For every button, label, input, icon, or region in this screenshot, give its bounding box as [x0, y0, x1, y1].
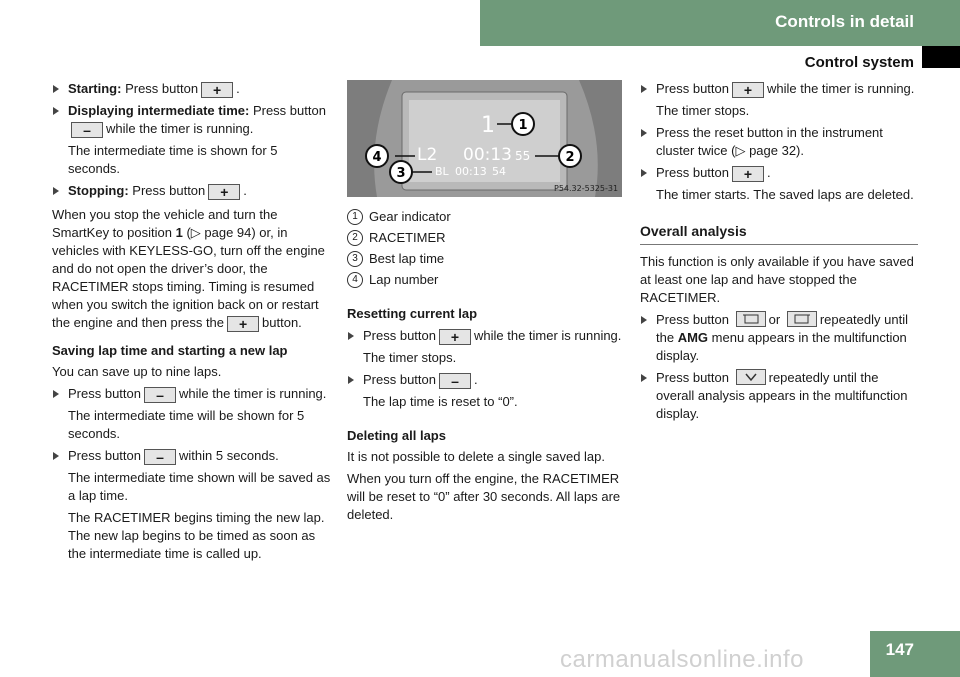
watermark-text: carmanualsonline.info — [560, 646, 804, 673]
bullet-save-2: Press button – within 5 seconds. — [52, 447, 332, 465]
heading-saving-lap: Saving lap time and starting a new lap — [52, 343, 288, 358]
paragraph-stop-vehicle: When you stop the vehicle and turn the SmartKey to position 1 (▷ page 94) or, in vehicles with KEYLESS-GO, turn off the engine and do not open the driver’s door, the RACETIMER stops timing. Timing is resumed when you switch the ignition back on or restart the engine and then press the + button. — [52, 207, 325, 332]
header-section-bar — [480, 0, 960, 46]
bullet-arrow-icon — [641, 85, 647, 93]
callout-2 — [559, 145, 581, 167]
plus-button-icon: + — [732, 82, 764, 98]
column-right — [640, 80, 918, 423]
bullet-arrow-icon — [641, 316, 647, 324]
plus-button-icon: + — [439, 329, 471, 345]
legend-item: 4 Lap number — [347, 271, 625, 289]
minus-button-icon: – — [144, 387, 176, 403]
chevron-down-button-icon — [736, 369, 766, 385]
bullet-arrow-icon — [53, 187, 59, 195]
page-number-box — [870, 631, 960, 677]
callout-1 — [512, 113, 534, 135]
fig-best-speed: 54 — [492, 165, 506, 178]
header-subsection — [480, 46, 920, 78]
reset-2-note: The lap time is reset to “0”. — [363, 394, 518, 409]
plus-button-icon: + — [201, 82, 233, 98]
save-2-note-1: The intermediate time shown will be saved as a lap time. — [68, 470, 331, 503]
save-2-note-2: The RACETIMER begins timing the new lap. The new lap begins to be timed as soon as the intermediate time is called up. — [68, 510, 325, 561]
delete-paragraph-1: It is not possible to delete a single saved lap. — [347, 449, 605, 464]
bullet-overall-1: Press button or repeatedly until the AMG menu appears in the multifunction display. — [640, 311, 918, 365]
fig-best-label: BL — [435, 165, 449, 178]
minus-button-icon: – — [144, 449, 176, 465]
bullet-arrow-icon — [348, 332, 354, 340]
delete-paragraph-2: When you turn off the engine, the RACETIMER will be reset to “0” after 30 seconds. All laps are deleted. — [347, 471, 621, 522]
heading-delete-laps: Deleting all laps — [347, 428, 446, 443]
bullet-arrow-icon — [53, 107, 59, 115]
fig-best-time: 00:13 — [455, 165, 487, 178]
bullet-reset-1: Press button + while the timer is running. — [347, 327, 625, 345]
bullet-arrow-icon — [641, 129, 647, 137]
callout-3 — [390, 161, 412, 183]
svg-text:2: 2 — [565, 150, 575, 165]
svg-text:4: 4 — [372, 150, 382, 165]
bullet-arrow-icon — [641, 374, 647, 382]
callout-4 — [366, 145, 388, 167]
bullet-intermediate: Displaying intermediate time: Press button– while the timer is running. — [52, 102, 332, 138]
overall-paragraph: This function is only available if you have saved at least one lap and have stopped the RACETIMER. — [640, 254, 914, 305]
reset-1-note: The timer stops. — [363, 350, 457, 365]
bullet-arrow-icon — [641, 169, 647, 177]
plus-button-icon: + — [208, 184, 240, 200]
bullet-arrow-icon — [53, 452, 59, 460]
fig-lap-number: L2 — [417, 145, 438, 165]
page-number: 147 — [885, 640, 914, 659]
instrument-cluster-figure — [347, 80, 622, 197]
bullet-arrow-icon — [53, 390, 59, 398]
fig-racetimer: 00:13 — [463, 145, 512, 165]
bullet-arrow-icon — [348, 376, 354, 384]
plus-button-icon: + — [732, 166, 764, 182]
save-1-note: The intermediate time will be shown for 5 seconds. — [68, 408, 305, 441]
legend-item: 1 Gear indicator — [347, 208, 625, 226]
intermediate-note: The intermediate time is shown for 5 seconds. — [68, 143, 278, 176]
bullet-reset-cluster: Press the reset button in the instrument cluster twice (▷ page 32). — [640, 124, 918, 160]
header-subsection-title: Control system — [804, 54, 914, 71]
header-section-title: Controls in detail — [775, 12, 914, 31]
saving-intro: You can save up to nine laps. — [52, 364, 222, 379]
stop-timer-note: The timer stops. — [656, 103, 750, 118]
bullet-stopping: Stopping: Press button + . — [52, 182, 332, 200]
bullet-arrow-icon — [53, 85, 59, 93]
svg-text:3: 3 — [396, 166, 406, 181]
fig-speed: 55 — [515, 149, 531, 163]
bullet-stop-timer: Press button + while the timer is running. — [640, 80, 918, 98]
fig-gear-indicator: 1 — [481, 113, 495, 138]
bullet-start-timer: Press button + . — [640, 164, 918, 182]
legend-item: 3 Best lap time — [347, 250, 625, 268]
plus-button-icon: + — [227, 316, 259, 332]
bullet-starting: Starting: Press button + . — [52, 80, 332, 98]
column-left — [52, 80, 332, 563]
bullet-overall-2: Press button repeatedly until the overall analysis appears in the multifunction display. — [640, 369, 918, 423]
bullet-save-1: Press button – while the timer is running. — [52, 385, 332, 403]
menu-forward-button-icon — [787, 311, 817, 327]
figure-legend — [347, 208, 625, 289]
heading-overall-analysis: Overall analysis — [640, 222, 918, 245]
menu-back-button-icon — [736, 311, 766, 327]
fig-code: P54.32-5325-31 — [554, 184, 619, 193]
start-timer-note: The timer starts. The saved laps are deleted. — [656, 187, 914, 202]
bullet-reset-2: Press button – . — [347, 371, 625, 389]
minus-button-icon: – — [439, 373, 471, 389]
column-middle — [347, 80, 625, 524]
minus-button-icon: – — [71, 122, 103, 138]
heading-reset-lap: Resetting current lap — [347, 306, 478, 321]
legend-item: 2 RACETIMER — [347, 229, 625, 247]
header-tab-marker — [922, 46, 960, 68]
svg-text:1: 1 — [518, 118, 528, 133]
